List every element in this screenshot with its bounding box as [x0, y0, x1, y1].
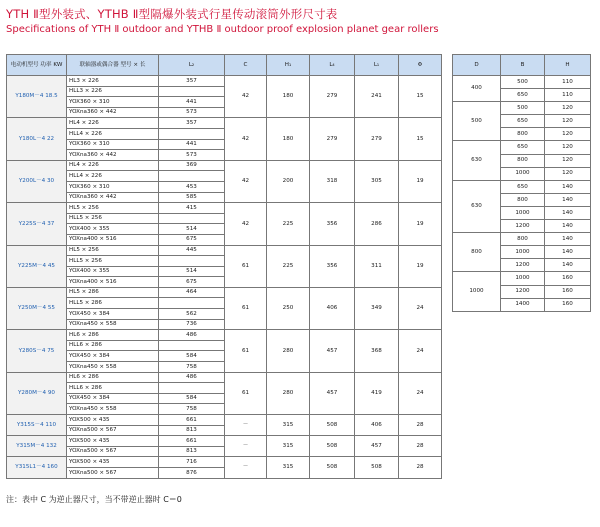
h-cell: 120	[545, 128, 591, 141]
coupling-model-cell: YOXna360 × 442	[67, 192, 159, 203]
coupling-model-cell: YOX360 × 310	[67, 181, 159, 192]
table-row	[453, 180, 591, 193]
l2-cell	[159, 213, 225, 224]
h-cell: 160	[545, 285, 591, 298]
l2-cell: 453	[159, 181, 225, 192]
l2-cell	[159, 340, 225, 351]
phi-cell: 28	[399, 415, 442, 436]
h-cell: 140	[545, 180, 591, 193]
h-cell: 160	[545, 298, 591, 311]
l2-cell: 716	[159, 457, 225, 468]
h1-cell: 225	[267, 203, 310, 245]
l2-cell	[159, 128, 225, 139]
l2-cell: 357	[159, 76, 225, 87]
c-cell: 42	[225, 118, 267, 160]
h1-cell: 280	[267, 372, 310, 414]
table-row	[7, 457, 442, 468]
coupling-model-cell: HLL5 × 256	[67, 213, 159, 224]
b-cell: 1200	[501, 285, 545, 298]
d-cell: 800	[453, 233, 501, 272]
h1-cell: 280	[267, 330, 310, 372]
column-header: 联轴器或偶合器 型号 × 长	[67, 55, 159, 76]
d-cell: 400	[453, 76, 501, 102]
table-row	[7, 118, 442, 129]
l1-cell: 286	[355, 203, 399, 245]
b-cell: 800	[501, 193, 545, 206]
phi-cell: 19	[399, 245, 442, 287]
phi-cell: 24	[399, 330, 442, 372]
coupling-model-cell: HL3 × 226	[67, 76, 159, 87]
b-cell: 500	[501, 76, 545, 89]
l2-cell: 369	[159, 160, 225, 171]
phi-cell: 24	[399, 287, 442, 329]
h-cell: 120	[545, 141, 591, 154]
h1-cell: 180	[267, 76, 310, 118]
l1-cell: 419	[355, 372, 399, 414]
main-dimension-table	[6, 54, 442, 479]
roller-size-table	[452, 54, 591, 312]
coupling-model-cell: HL5 × 286	[67, 287, 159, 298]
b-cell: 1200	[501, 259, 545, 272]
b-cell: 1000	[501, 167, 545, 180]
l2-cell: 486	[159, 372, 225, 383]
table-row	[453, 141, 591, 154]
l1-cell: 368	[355, 330, 399, 372]
l2-cell: 584	[159, 393, 225, 404]
d-cell: 630	[453, 180, 501, 232]
coupling-model-cell: HL5 × 256	[67, 203, 159, 214]
l2-cell	[159, 171, 225, 182]
motor-model-cell: Y315L1－4 160	[7, 457, 67, 478]
h1-cell: 315	[267, 457, 310, 478]
table-row	[7, 330, 442, 341]
l2-cell: 813	[159, 425, 225, 436]
l2-cell: 445	[159, 245, 225, 256]
column-header: H₁	[267, 55, 310, 76]
table-row	[453, 76, 591, 89]
phi-cell: 28	[399, 457, 442, 478]
b-cell: 500	[501, 102, 545, 115]
h1-cell: 250	[267, 287, 310, 329]
coupling-model-cell: YOX360 × 310	[67, 139, 159, 150]
coupling-model-cell: YOX450 × 384	[67, 309, 159, 320]
b-cell: 1000	[501, 272, 545, 285]
coupling-model-cell: HLL5 × 256	[67, 256, 159, 267]
b-cell: 800	[501, 128, 545, 141]
coupling-model-cell: HLL4 × 226	[67, 171, 159, 182]
table-row	[7, 372, 442, 383]
l1-cell: 305	[355, 160, 399, 202]
l2-cell: 486	[159, 330, 225, 341]
phi-cell: 15	[399, 76, 442, 118]
phi-cell: 15	[399, 118, 442, 160]
coupling-model-cell: YOXna500 × 567	[67, 425, 159, 436]
l2-cell: 813	[159, 446, 225, 457]
table-row	[7, 287, 442, 298]
coupling-model-cell: YOXna400 × 516	[67, 234, 159, 245]
c-cell: －	[225, 457, 267, 478]
h-cell: 110	[545, 89, 591, 102]
coupling-model-cell: YOX360 × 310	[67, 97, 159, 108]
l2-cell: 514	[159, 266, 225, 277]
l2-cell: 357	[159, 118, 225, 129]
h-cell: 140	[545, 220, 591, 233]
l2-cell: 441	[159, 97, 225, 108]
motor-model-cell: Y200L－4 30	[7, 160, 67, 202]
h-cell: 160	[545, 272, 591, 285]
h1-cell: 315	[267, 415, 310, 436]
h-cell: 110	[545, 76, 591, 89]
l4-cell: 406	[310, 287, 355, 329]
coupling-model-cell: YOX500 × 435	[67, 436, 159, 447]
d-cell: 500	[453, 102, 501, 141]
c-cell: 61	[225, 330, 267, 372]
coupling-model-cell: YOXna450 × 558	[67, 404, 159, 415]
c-cell: 61	[225, 372, 267, 414]
column-header: L₁	[355, 55, 399, 76]
coupling-model-cell: HL4 × 226	[67, 160, 159, 171]
b-cell: 650	[501, 180, 545, 193]
motor-model-cell: Y280M－4 90	[7, 372, 67, 414]
b-cell: 1000	[501, 206, 545, 219]
column-header: L₂	[159, 55, 225, 76]
l2-cell: 675	[159, 234, 225, 245]
column-header: Φ	[399, 55, 442, 76]
title-english: Specifications of YTH Ⅱ outdoor and YTHB Ⅱ outdoor proof explosion planet gear rollers	[6, 24, 439, 35]
h1-cell: 225	[267, 245, 310, 287]
h-cell: 140	[545, 206, 591, 219]
motor-model-cell: Y225M－4 45	[7, 245, 67, 287]
table-note: 注：表中 C 为逆止器尺寸，当不带逆止器时 C＝0	[6, 495, 182, 504]
l2-cell: 585	[159, 192, 225, 203]
table-row	[7, 76, 442, 87]
column-header: L₄	[310, 55, 355, 76]
coupling-model-cell: YOX400 × 355	[67, 266, 159, 277]
h-cell: 140	[545, 259, 591, 272]
motor-model-cell: Y280S－4 75	[7, 330, 67, 372]
l4-cell: 279	[310, 118, 355, 160]
coupling-model-cell: YOX500 × 435	[67, 415, 159, 426]
h-cell: 140	[545, 233, 591, 246]
b-cell: 650	[501, 115, 545, 128]
coupling-model-cell: YOX500 × 435	[67, 457, 159, 468]
l4-cell: 457	[310, 372, 355, 414]
l2-cell: 675	[159, 277, 225, 288]
phi-cell: 28	[399, 436, 442, 457]
l2-cell: 758	[159, 404, 225, 415]
c-cell: －	[225, 415, 267, 436]
d-cell: 630	[453, 141, 501, 180]
coupling-model-cell: HLL4 × 226	[67, 128, 159, 139]
h-cell: 120	[545, 115, 591, 128]
b-cell: 1200	[501, 220, 545, 233]
motor-model-cell: Y315S－4 110	[7, 415, 67, 436]
h-cell: 120	[545, 167, 591, 180]
l4-cell: 356	[310, 203, 355, 245]
motor-model-cell: Y315M－4 132	[7, 436, 67, 457]
l4-cell: 457	[310, 330, 355, 372]
l2-cell	[159, 256, 225, 267]
l1-cell: 311	[355, 245, 399, 287]
c-cell: 42	[225, 76, 267, 118]
coupling-model-cell: HL4 × 226	[67, 118, 159, 129]
motor-model-cell: Y180L－4 22	[7, 118, 67, 160]
l2-cell: 876	[159, 467, 225, 478]
coupling-model-cell: YOXna500 × 567	[67, 446, 159, 457]
d-cell: 1000	[453, 272, 501, 311]
column-header: H	[545, 55, 591, 76]
l4-cell: 508	[310, 415, 355, 436]
column-header: 电动机型号 功率 KW	[7, 55, 67, 76]
l2-cell: 584	[159, 351, 225, 362]
table-row	[7, 436, 442, 447]
coupling-model-cell: YOX450 × 384	[67, 393, 159, 404]
column-header: D	[453, 55, 501, 76]
column-header: C	[225, 55, 267, 76]
l4-cell: 508	[310, 436, 355, 457]
coupling-model-cell: YOXna360 × 442	[67, 150, 159, 161]
coupling-model-cell: HL6 × 286	[67, 372, 159, 383]
coupling-model-cell: YOXna500 × 567	[67, 467, 159, 478]
coupling-model-cell: YOX400 × 355	[67, 224, 159, 235]
coupling-model-cell: YOXna450 × 558	[67, 319, 159, 330]
coupling-model-cell: YOXna360 × 442	[67, 107, 159, 118]
h-cell: 140	[545, 246, 591, 259]
h1-cell: 200	[267, 160, 310, 202]
title-chinese: YTH Ⅱ型外装式、YTHB Ⅱ型隔爆外装式行星传动滚筒外形尺寸表	[6, 7, 338, 21]
l2-cell	[159, 86, 225, 97]
l4-cell: 318	[310, 160, 355, 202]
b-cell: 800	[501, 154, 545, 167]
l2-cell	[159, 298, 225, 309]
h1-cell: 315	[267, 436, 310, 457]
motor-model-cell: Y180M－4 18.5	[7, 76, 67, 118]
l1-cell: 241	[355, 76, 399, 118]
l2-cell: 736	[159, 319, 225, 330]
coupling-model-cell: HLL3 × 226	[67, 86, 159, 97]
c-cell: 61	[225, 287, 267, 329]
l2-cell: 415	[159, 203, 225, 214]
c-cell: 42	[225, 203, 267, 245]
l2-cell: 573	[159, 150, 225, 161]
coupling-model-cell: YOX450 × 384	[67, 351, 159, 362]
l4-cell: 279	[310, 76, 355, 118]
l4-cell: 356	[310, 245, 355, 287]
table-row	[453, 272, 591, 285]
l1-cell: 508	[355, 457, 399, 478]
coupling-model-cell: YOXna400 × 516	[67, 277, 159, 288]
h-cell: 120	[545, 102, 591, 115]
table-row	[453, 233, 591, 246]
table-row	[7, 160, 442, 171]
l1-cell: 279	[355, 118, 399, 160]
l2-cell: 562	[159, 309, 225, 320]
b-cell: 650	[501, 141, 545, 154]
l1-cell: 349	[355, 287, 399, 329]
phi-cell: 24	[399, 372, 442, 414]
c-cell: 61	[225, 245, 267, 287]
phi-cell: 19	[399, 203, 442, 245]
l2-cell: 758	[159, 362, 225, 373]
l2-cell: 441	[159, 139, 225, 150]
l2-cell: 661	[159, 415, 225, 426]
b-cell: 800	[501, 233, 545, 246]
table-row	[7, 203, 442, 214]
coupling-model-cell: HL5 × 256	[67, 245, 159, 256]
b-cell: 1000	[501, 246, 545, 259]
table-row	[7, 245, 442, 256]
l2-cell: 464	[159, 287, 225, 298]
l2-cell: 573	[159, 107, 225, 118]
l4-cell: 508	[310, 457, 355, 478]
l1-cell: 406	[355, 415, 399, 436]
phi-cell: 19	[399, 160, 442, 202]
b-cell: 650	[501, 89, 545, 102]
l1-cell: 457	[355, 436, 399, 457]
c-cell: －	[225, 436, 267, 457]
h1-cell: 180	[267, 118, 310, 160]
coupling-model-cell: HLL5 × 286	[67, 298, 159, 309]
h-cell: 140	[545, 193, 591, 206]
table-row	[7, 415, 442, 426]
l2-cell: 661	[159, 436, 225, 447]
coupling-model-cell: HLL6 × 286	[67, 383, 159, 394]
b-cell: 1400	[501, 298, 545, 311]
c-cell: 42	[225, 160, 267, 202]
table-row	[453, 102, 591, 115]
coupling-model-cell: HLL6 × 286	[67, 340, 159, 351]
l2-cell	[159, 383, 225, 394]
l2-cell: 514	[159, 224, 225, 235]
motor-model-cell: Y250M－4 55	[7, 287, 67, 329]
coupling-model-cell: YOXna450 × 558	[67, 362, 159, 373]
coupling-model-cell: HL6 × 286	[67, 330, 159, 341]
column-header: B	[501, 55, 545, 76]
h-cell: 120	[545, 154, 591, 167]
motor-model-cell: Y225S－4 37	[7, 203, 67, 245]
